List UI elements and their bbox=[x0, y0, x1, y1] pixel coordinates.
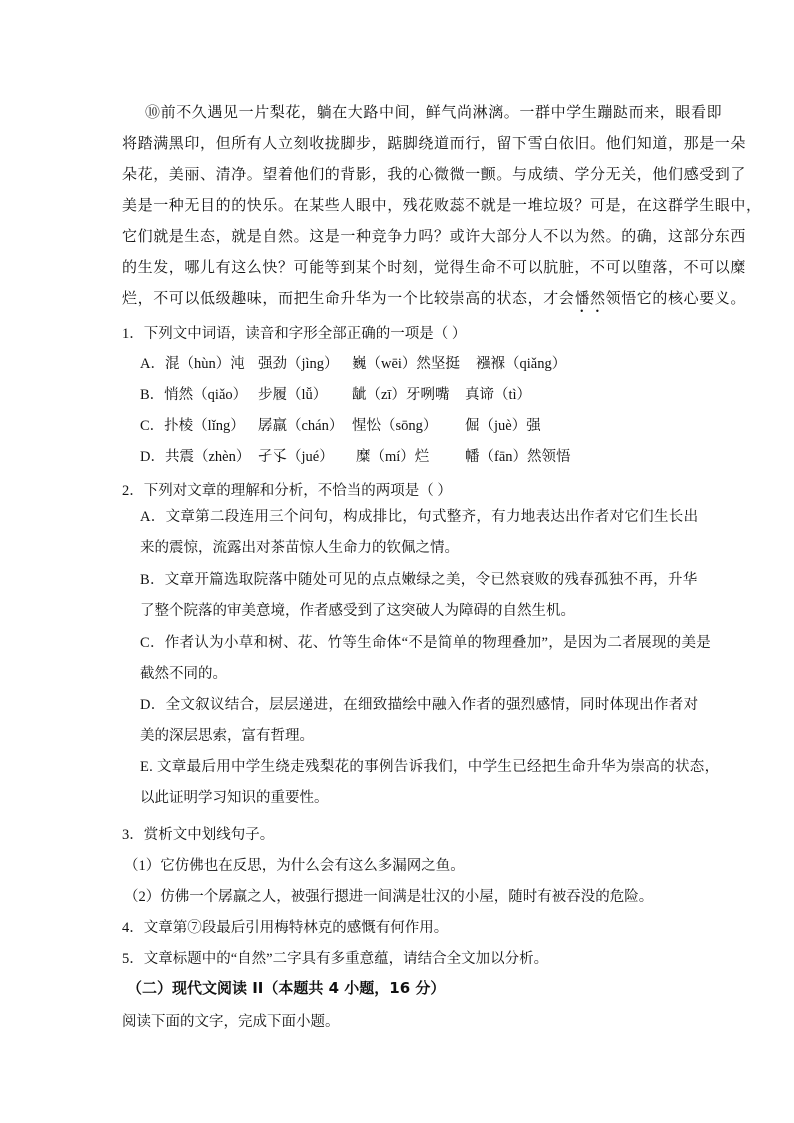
section-instruction: 阅读下面的文字，完成下面小题。 bbox=[122, 1014, 340, 1030]
option-cell: 幡（fān）然领悟 bbox=[465, 449, 571, 465]
option-cell: 强劲（jìng） bbox=[258, 356, 339, 372]
passage-line: 的生发，哪儿有这么快？可能等到某个时刻，觉得生命不可以肮脏，不可以堕落，不可以糜 bbox=[122, 258, 747, 276]
option-text: 美的深层思索，富有哲理。 bbox=[140, 728, 314, 744]
option-text: C．作者认为小草和树、花、竹等生命体“不是简单的物理叠加”，是因为二者展现的美是 bbox=[140, 635, 712, 651]
option-cell: 倔（juè）强 bbox=[465, 418, 541, 434]
option-text: 以此证明学习知识的重要性。 bbox=[140, 790, 329, 806]
passage-line: 朵花，美丽、清净。望着他们的背影，我的心微微一颤。与成绩、学分无关，他们感受到了 bbox=[122, 165, 747, 183]
question-2-option-e bbox=[140, 752, 720, 814]
option-cell: 真谛（tì） bbox=[465, 387, 532, 403]
option-cell: B．悄然（qiǎo） bbox=[140, 387, 248, 403]
question-5-title: 5．文章标题中的“自然”二字具有多重意蕴，请结合全文加以分析。 bbox=[122, 951, 549, 967]
question-2-option-b bbox=[140, 565, 698, 627]
passage-line: 它们就是生态，就是自然。这是一种竞争力吗？或许大部分人不以为然。的确，这部分东西 bbox=[122, 227, 747, 245]
question-2-option-c bbox=[140, 628, 712, 690]
option-cell: 孑孓（jué） bbox=[258, 449, 334, 465]
option-text: E. 文章最后用中学生绕走残梨花的事例告诉我们，中学生已经把生命升华为崇高的状态， bbox=[140, 759, 720, 775]
option-cell: 糜（mí）烂 bbox=[356, 449, 430, 465]
option-text: D．全文叙议结合，层层递进，在细致描绘中融入作者的强烈感情，同时体现出作者对 bbox=[140, 697, 699, 713]
option-cell: 孱羸（chán） bbox=[258, 418, 344, 434]
emphasized-word: 憣然 bbox=[574, 289, 606, 307]
option-cell: 襁褓（qiǎng） bbox=[476, 356, 567, 372]
option-cell: 惺忪（sōng） bbox=[352, 418, 438, 434]
option-text: B．文章开篇选取院落中随处可见的点点嫩绿之美，令已然衰败的残春孤独不再，升华 bbox=[140, 572, 698, 588]
option-cell: 步履（lǚ） bbox=[258, 387, 328, 403]
option-cell: 巍（wēi）然坚挺 bbox=[352, 356, 460, 372]
option-text: 来的震惊，流露出对茶苗惊人生命力的钦佩之情。 bbox=[140, 540, 459, 556]
question-2-option-a bbox=[140, 502, 699, 564]
question-3-item-1: （1）它仿佛也在反思，为什么会有这么多漏网之鱼。 bbox=[124, 858, 465, 874]
question-3-item-2: （2）仿佛一个孱羸之人，被强行摁进一间满是壮汉的小屋，随时有被吞没的危险。 bbox=[124, 889, 654, 905]
question-2-title: 2．下列对文章的理解和分析，不恰当的两项是（ ） bbox=[122, 483, 452, 499]
option-cell: C．扑棱（lǐng） bbox=[140, 418, 245, 434]
question-2-option-d bbox=[140, 690, 699, 752]
option-text: 了整个院落的审美意境，作者感受到了这突破人为障碍的自然生机。 bbox=[140, 603, 575, 619]
question-4-title: 4．文章第⑦段最后引用梅特林克的感慨有何作用。 bbox=[122, 920, 449, 936]
option-cell: A．混（hùn）沌 bbox=[140, 356, 245, 372]
option-cell: D．共震（zhèn） bbox=[140, 449, 251, 465]
passage-line-last bbox=[122, 283, 747, 314]
passage-text: 领悟它的核心要义。 bbox=[605, 289, 747, 307]
passage-paragraph bbox=[122, 97, 762, 314]
passage-line: 将踏满黑印，但所有人立刻收拢脚步，踮脚绕道而行，留下雪白依旧。他们知道，那是一朵 bbox=[122, 134, 747, 152]
option-text: 截然不同的。 bbox=[140, 666, 227, 682]
passage-line: ⑩前不久遇见一片梨花，躺在大路中间，鲜气尚淋漓。一群中学生蹦跶而来，眼看即 bbox=[145, 103, 723, 121]
passage-line: 美是一种无目的的快乐。在某些人眼中，残花败蕊不就是一堆垃圾？可是，在这群学生眼中， bbox=[122, 196, 762, 214]
passage-text: 烂，不可以低级趣味，而把生命升华为一个比较崇高的状态，才会 bbox=[122, 289, 575, 307]
option-cell: 龇（zī）牙咧嘴 bbox=[352, 387, 450, 403]
question-1-title: 1．下列文中词语，读音和字形全部正确的一项是（ ） bbox=[122, 326, 467, 342]
section-heading: （二）现代文阅读 II（本题共 4 小题，16 分） bbox=[127, 979, 446, 997]
option-text: A．文章第二段连用三个问句，构成排比，句式整齐，有力地表达出作者对它们生长出 bbox=[140, 509, 699, 525]
question-3-title: 3．赏析文中划线句子。 bbox=[122, 827, 275, 843]
